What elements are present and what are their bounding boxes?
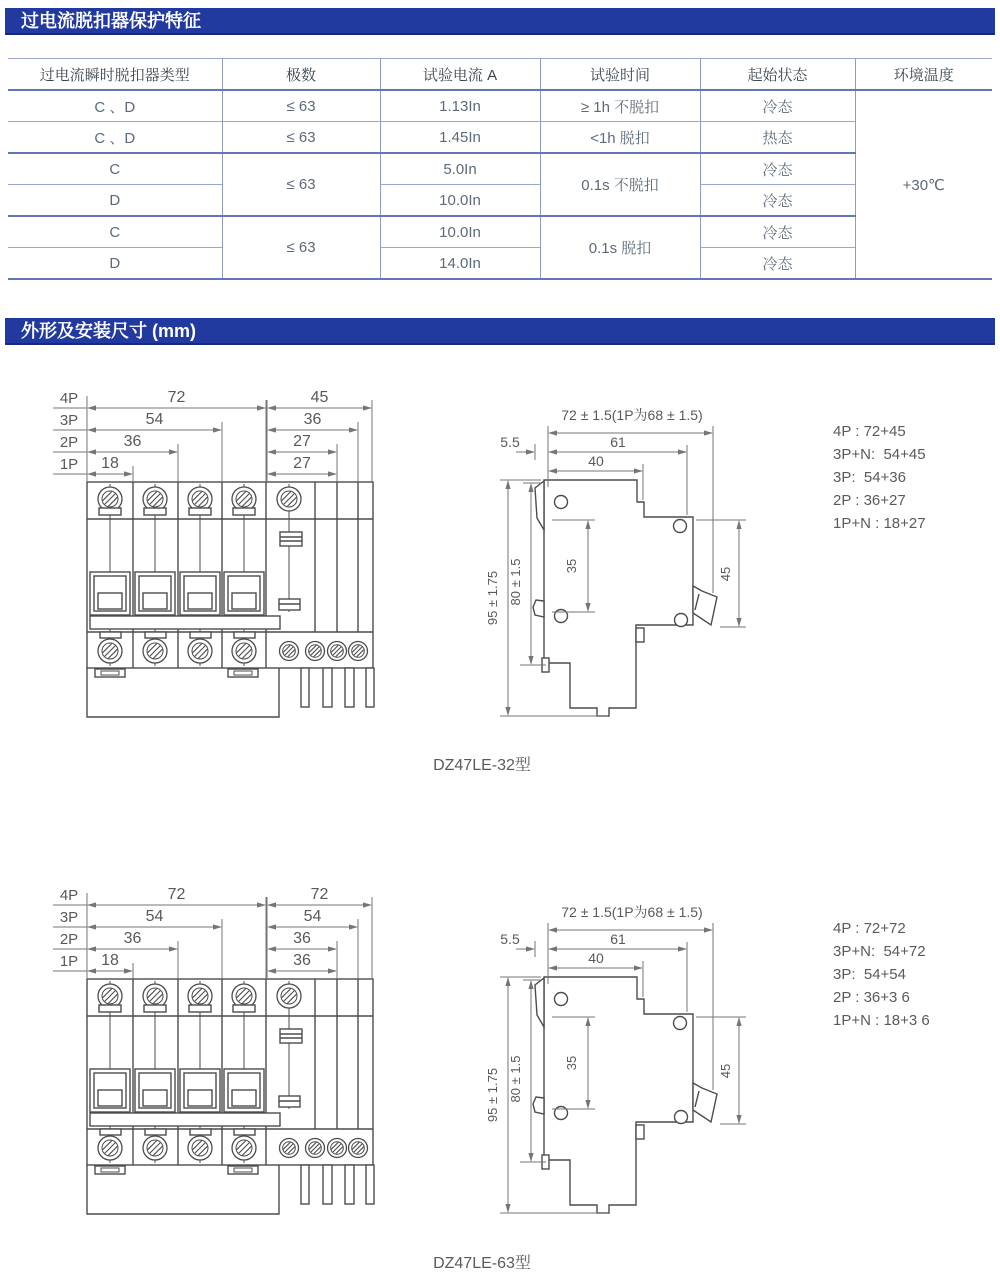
table-row — [8, 216, 992, 248]
dim-label: 61 — [610, 434, 626, 450]
ambient-temperature-cell: +30℃ — [902, 176, 945, 194]
table-header-cell: 试验电流 A — [380, 59, 540, 91]
table-header-cell: 过电流瞬时脱扣器类型 — [8, 59, 222, 91]
dim-label: 45 — [718, 1063, 733, 1079]
dim-label: 40 — [588, 950, 604, 966]
dimension-combo-line: 4P : 72+45 — [833, 423, 906, 440]
dim-label: 18 — [101, 455, 119, 472]
dimension-combo-line: 1P+N : 18+27 — [833, 515, 926, 532]
table-cell: ≤ 63 — [222, 153, 380, 216]
dimension-combo-line: 3P+N: 54+72 — [833, 943, 926, 960]
table-cell: ≤ 63 — [222, 90, 380, 122]
table-header-row — [8, 59, 992, 91]
dim-label: 72 — [310, 886, 329, 903]
dimension-diagram-dz47le-32 — [40, 380, 1000, 735]
pole-dimension-list — [833, 917, 1000, 1032]
table-cell: 冷态 — [700, 185, 855, 217]
section-title-protection: 过电流脱扣器保护特征 — [5, 8, 995, 35]
table-cell: 0.1s 脱扣 — [540, 216, 700, 279]
dim-label: 18 — [101, 952, 119, 969]
table-cell: 1.45In — [380, 122, 540, 154]
dim-label: 27 — [293, 455, 311, 472]
table-cell: 5.0In — [380, 153, 540, 185]
dim-label: 54 — [145, 908, 164, 925]
table-cell: C 、D — [8, 122, 222, 154]
dim-label: 35 — [564, 1055, 579, 1071]
table-cell: ≥ 1h 不脱扣 — [540, 90, 700, 122]
table-cell: 10.0In — [380, 185, 540, 217]
table-cell: 1.13In — [380, 90, 540, 122]
dim-label: 3P — [59, 909, 79, 926]
table-header-cell: 试验时间 — [540, 59, 700, 91]
table-row — [8, 185, 992, 217]
table-cell: C — [8, 216, 222, 248]
dim-label: 80 ± 1.5 — [508, 1055, 523, 1103]
dim-label: 36 — [293, 952, 311, 969]
table-cell: C 、D — [8, 90, 222, 122]
dimension-combo-line: 1P+N : 18+3 6 — [833, 1012, 930, 1029]
protection-characteristics-table — [8, 58, 992, 280]
dimension-combo-line: 2P : 36+27 — [833, 492, 906, 509]
dim-label: 2P — [59, 434, 79, 451]
dim-label: 72 ± 1.5(1P为68 ± 1.5) — [561, 407, 703, 423]
dim-label: 1P — [59, 456, 79, 473]
front-view-drawing — [40, 877, 400, 1222]
table-header-cell: 环境温度 — [855, 59, 992, 91]
table-cell: <1h 脱扣 — [540, 122, 700, 154]
dim-label: 80 ± 1.5 — [508, 558, 523, 606]
table-cell: D — [8, 248, 222, 280]
table-cell: 冷态 — [700, 90, 855, 122]
front-view-drawing — [40, 380, 400, 725]
dim-label: 36 — [303, 411, 322, 428]
dim-label: 36 — [293, 930, 311, 947]
dim-label: 4P — [59, 390, 79, 407]
table-cell: 冷态 — [700, 216, 855, 248]
dim-label: 36 — [123, 930, 142, 947]
table-cell: 10.0In — [380, 216, 540, 248]
pole-dimension-list — [833, 420, 1000, 535]
dim-label: 2P — [59, 931, 79, 948]
table-row — [8, 153, 992, 185]
dim-label: 27 — [293, 433, 311, 450]
table-cell: ≤ 63 — [222, 122, 380, 154]
model-caption: DZ47LE-32型 — [433, 757, 531, 774]
dimension-combo-line: 3P: 54+36 — [833, 469, 906, 486]
side-view-drawing — [480, 390, 765, 735]
dim-label: 72 ± 1.5(1P为68 ± 1.5) — [561, 904, 703, 920]
table-header-cell: 极数 — [222, 59, 380, 91]
table-row — [8, 90, 992, 122]
dim-label: 95 ± 1.75 — [485, 570, 500, 626]
model-caption: DZ47LE-63型 — [433, 1255, 531, 1272]
section-title-dimensions: 外形及安装尺寸 (mm) — [5, 318, 995, 345]
dimension-combo-line: 3P+N: 54+45 — [833, 446, 926, 463]
dim-label: 4P — [59, 887, 79, 904]
table-cell: 冷态 — [700, 153, 855, 185]
table-cell: 0.1s 不脱扣 — [540, 153, 700, 216]
dim-label: 54 — [303, 908, 322, 925]
table-row — [8, 122, 992, 154]
table-cell: 冷态 — [700, 248, 855, 280]
dimension-combo-line: 3P: 54+54 — [833, 966, 906, 983]
table-cell: 14.0In — [380, 248, 540, 280]
dim-label: 3P — [59, 412, 79, 429]
dim-label: 1P — [59, 953, 79, 970]
dim-label: 72 — [167, 389, 186, 406]
dim-label: 45 — [718, 566, 733, 582]
dim-label: 61 — [610, 931, 626, 947]
dim-label: 72 — [167, 886, 186, 903]
table-cell: 热态 — [700, 122, 855, 154]
dim-label: 95 ± 1.75 — [485, 1067, 500, 1123]
dim-label: 40 — [588, 453, 604, 469]
dim-label: 36 — [123, 433, 142, 450]
table-header-cell: 起始状态 — [700, 59, 855, 91]
dim-label: 45 — [310, 389, 329, 406]
dim-label: 5.5 — [500, 434, 520, 450]
table-row — [8, 248, 992, 280]
table-cell: D — [8, 185, 222, 217]
dimension-diagram-dz47le-63 — [40, 877, 1000, 1232]
table-cell: ≤ 63 — [222, 216, 380, 279]
side-view-drawing — [480, 887, 765, 1232]
dimension-combo-line: 4P : 72+72 — [833, 920, 906, 937]
dim-label: 5.5 — [500, 931, 520, 947]
dim-label: 35 — [564, 558, 579, 574]
dim-label: 54 — [145, 411, 164, 428]
table-cell: C — [8, 153, 222, 185]
dimension-combo-line: 2P : 36+3 6 — [833, 989, 910, 1006]
